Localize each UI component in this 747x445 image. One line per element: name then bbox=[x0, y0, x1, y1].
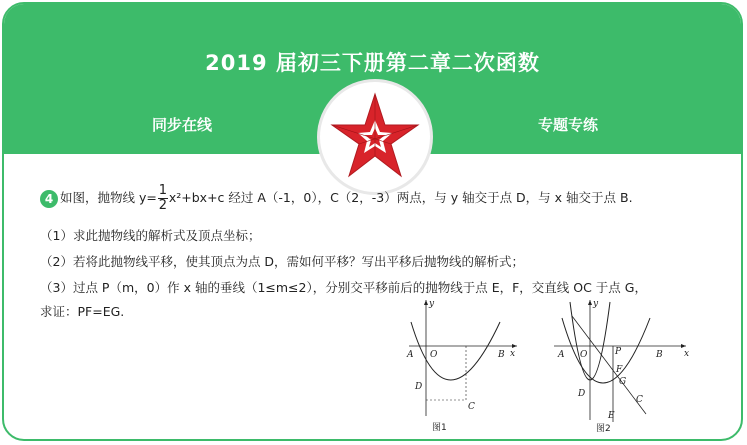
part-2: （2）若将此抛物线平移，使其顶点为点 D，需如何平移？写出平移后抛物线的解析式； bbox=[40, 254, 525, 269]
star-icon bbox=[320, 82, 430, 192]
fig2-label-P: P bbox=[615, 347, 622, 357]
problem-number-badge: 4 bbox=[40, 190, 58, 208]
fig1-label-A: A bbox=[407, 350, 414, 360]
fig2-label-E: E bbox=[608, 411, 615, 421]
figures bbox=[404, 298, 694, 436]
figure-1 bbox=[406, 299, 517, 433]
fig2-label-G: G bbox=[619, 377, 627, 387]
fig2-label-O: O bbox=[580, 350, 588, 360]
part-3-conclusion: 求证：PF=EG. bbox=[40, 304, 125, 319]
page-title: 2019 届初三下册第二章二次函数 bbox=[205, 51, 540, 75]
stem-text-a: 如图，抛物线 y= bbox=[60, 190, 157, 205]
stem-text-b: x²+bx+c 经过 A（-1，0），C（2，-3）两点，与 y 轴交于点 D，与 x 轴交于点 B. bbox=[168, 190, 633, 205]
fig2-label-F: F bbox=[616, 365, 623, 375]
fig2-label-B: B bbox=[656, 350, 663, 360]
part-1: （1）求此抛物线的解析式及顶点坐标； bbox=[40, 228, 261, 243]
fig1-label-D: D bbox=[415, 382, 423, 392]
fig2-label-A: A bbox=[558, 350, 565, 360]
tab-sync-online[interactable]: 同步在线 bbox=[152, 116, 213, 134]
tab-special-practice[interactable]: 专题专练 bbox=[538, 116, 599, 134]
fig1-label-x: x bbox=[510, 349, 516, 359]
part-3: （3）过点 P（m，0）作 x 轴的垂线（1≤m≤2），分别交平移前后的抛物线于点 E，F，交直线 OC 于点 G， bbox=[40, 280, 647, 295]
star-emblem bbox=[320, 82, 430, 192]
figure-graphs bbox=[404, 298, 694, 436]
fig2-label-y: y bbox=[593, 299, 599, 309]
fraction-denominator: 2 bbox=[158, 198, 167, 213]
problem-stem bbox=[40, 184, 633, 213]
fig2-label-D: D bbox=[578, 389, 586, 399]
fig1-parabola bbox=[411, 322, 500, 380]
figure-2 bbox=[554, 299, 689, 434]
fig2-label-x: x bbox=[684, 349, 690, 359]
fig1-label-B: B bbox=[498, 350, 505, 360]
fraction-numerator: 1 bbox=[158, 183, 167, 198]
fig1-label-C: C bbox=[468, 402, 475, 412]
fig2-label-C: C bbox=[636, 395, 643, 405]
fig1-label-y: y bbox=[429, 299, 435, 309]
fig1-caption: 图1 bbox=[432, 423, 447, 433]
fig2-line-OC bbox=[572, 316, 646, 414]
worksheet-card bbox=[2, 2, 743, 441]
fig1-label-O: O bbox=[430, 350, 438, 360]
fig2-caption: 图2 bbox=[596, 424, 611, 434]
fraction-half bbox=[158, 184, 168, 213]
